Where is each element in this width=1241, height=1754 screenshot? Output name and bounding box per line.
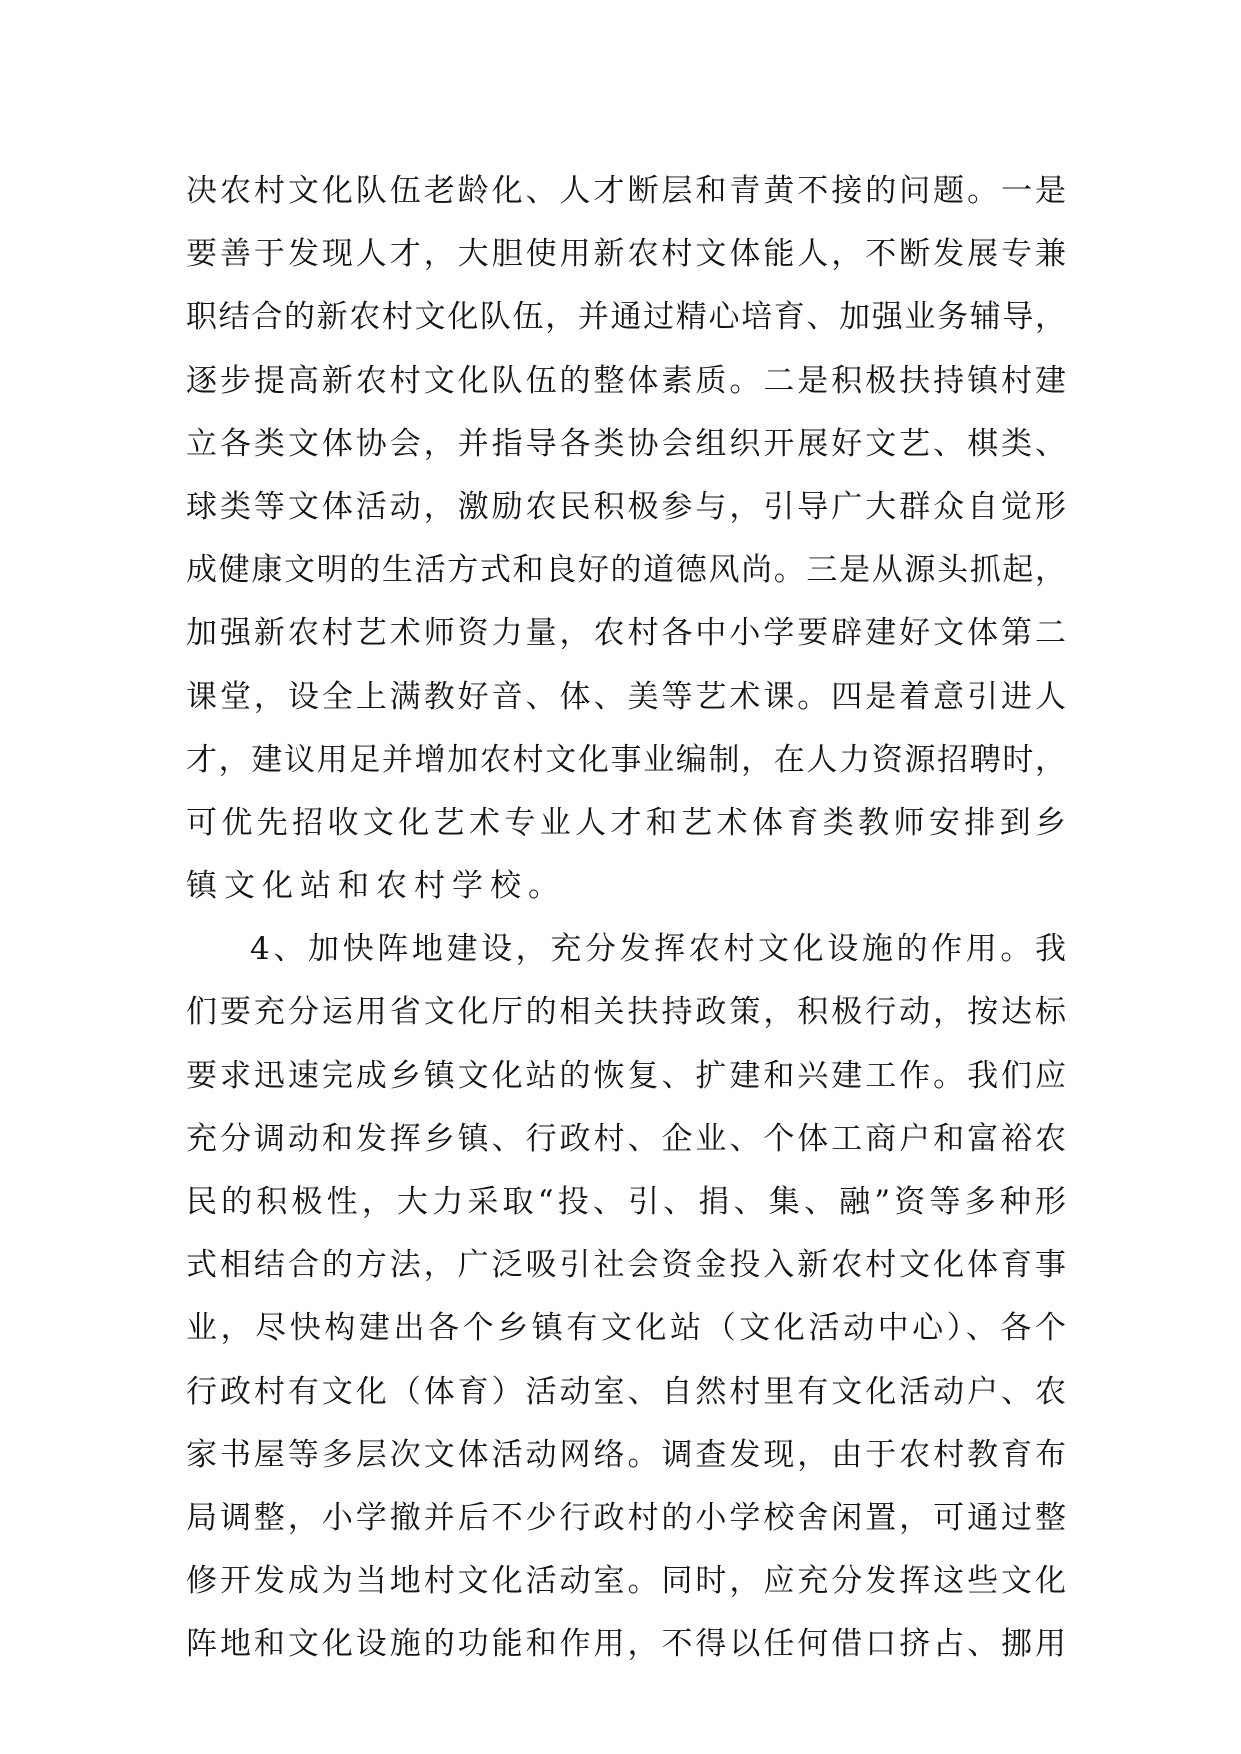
text-line: 局调整，小学撤并后不少行政村的小学校舍闲置，可通过整 [186, 1499, 1066, 1536]
text-line: 职结合的新农村文化队伍，并通过精心培育、加强业务辅导， [186, 299, 1066, 336]
body-text [186, 160, 1066, 1677]
text-line: 们要充分运用省文化厅的相关扶持政策，积极行动，按达标 [186, 994, 1066, 1031]
text-line: 可优先招收文化艺术专业人才和艺术体育类教师安排到乡 [186, 804, 1066, 841]
text-line: 业，尽快构建出各个乡镇有文化站（文化活动中心）、各个 [186, 1310, 1066, 1347]
text-line: 式相结合的方法，广泛吸引社会资金投入新农村文化体育事 [186, 1247, 1066, 1284]
text-line: 要求迅速完成乡镇文化站的恢复、扩建和兴建工作。我们应 [186, 1057, 1066, 1094]
text-line: 加强新农村艺术师资力量，农村各中小学要辟建好文体第二 [186, 615, 1066, 652]
text-line: 逐步提高新农村文化队伍的整体素质。二是积极扶持镇村建 [186, 362, 1066, 399]
text-line: 球类等文体活动，激励农民积极参与，引导广大群众自觉形 [186, 488, 1066, 525]
text-line: 修开发成为当地村文化活动室。同时，应充分发挥这些文化 [186, 1563, 1066, 1600]
text-line: 家书屋等多层次文体活动网络。调查发现，由于农村教育布 [186, 1436, 1066, 1473]
text-line: 成健康文明的生活方式和良好的道德风尚。三是从源头抓起， [186, 552, 1066, 589]
text-line: 充分调动和发挥乡镇、行政村、企业、个体工商户和富裕农 [186, 1120, 1066, 1157]
paragraph-end-line: 镇文化站和农村学校。 [186, 868, 566, 905]
text-line: 才，建议用足并增加农村文化事业编制，在人力资源招聘时， [186, 741, 1066, 778]
text-line: 要善于发现人才，大胆使用新农村文体能人，不断发展专兼 [186, 236, 1066, 273]
text-line: 行政村有文化（体育）活动室、自然村里有文化活动户、农 [186, 1373, 1066, 1410]
text-line: 立各类文体协会，并指导各类协会组织开展好文艺、棋类、 [186, 425, 1066, 462]
text-line: 民的积极性，大力采取“投、引、捐、集、融”资等多种形 [186, 1184, 1066, 1220]
text-line: 课堂，设全上满教好音、体、美等艺术课。四是着意引进人 [186, 678, 1066, 715]
text-line: 决农村文化队伍老龄化、人才断层和青黄不接的问题。一是 [186, 173, 1066, 209]
paragraph-start-line: 4、加快阵地建设，充分发挥农村文化设施的作用。我 [250, 931, 1066, 968]
text-line: 阵地和文化设施的功能和作用，不得以任何借口挤占、挪用 [186, 1626, 1066, 1663]
